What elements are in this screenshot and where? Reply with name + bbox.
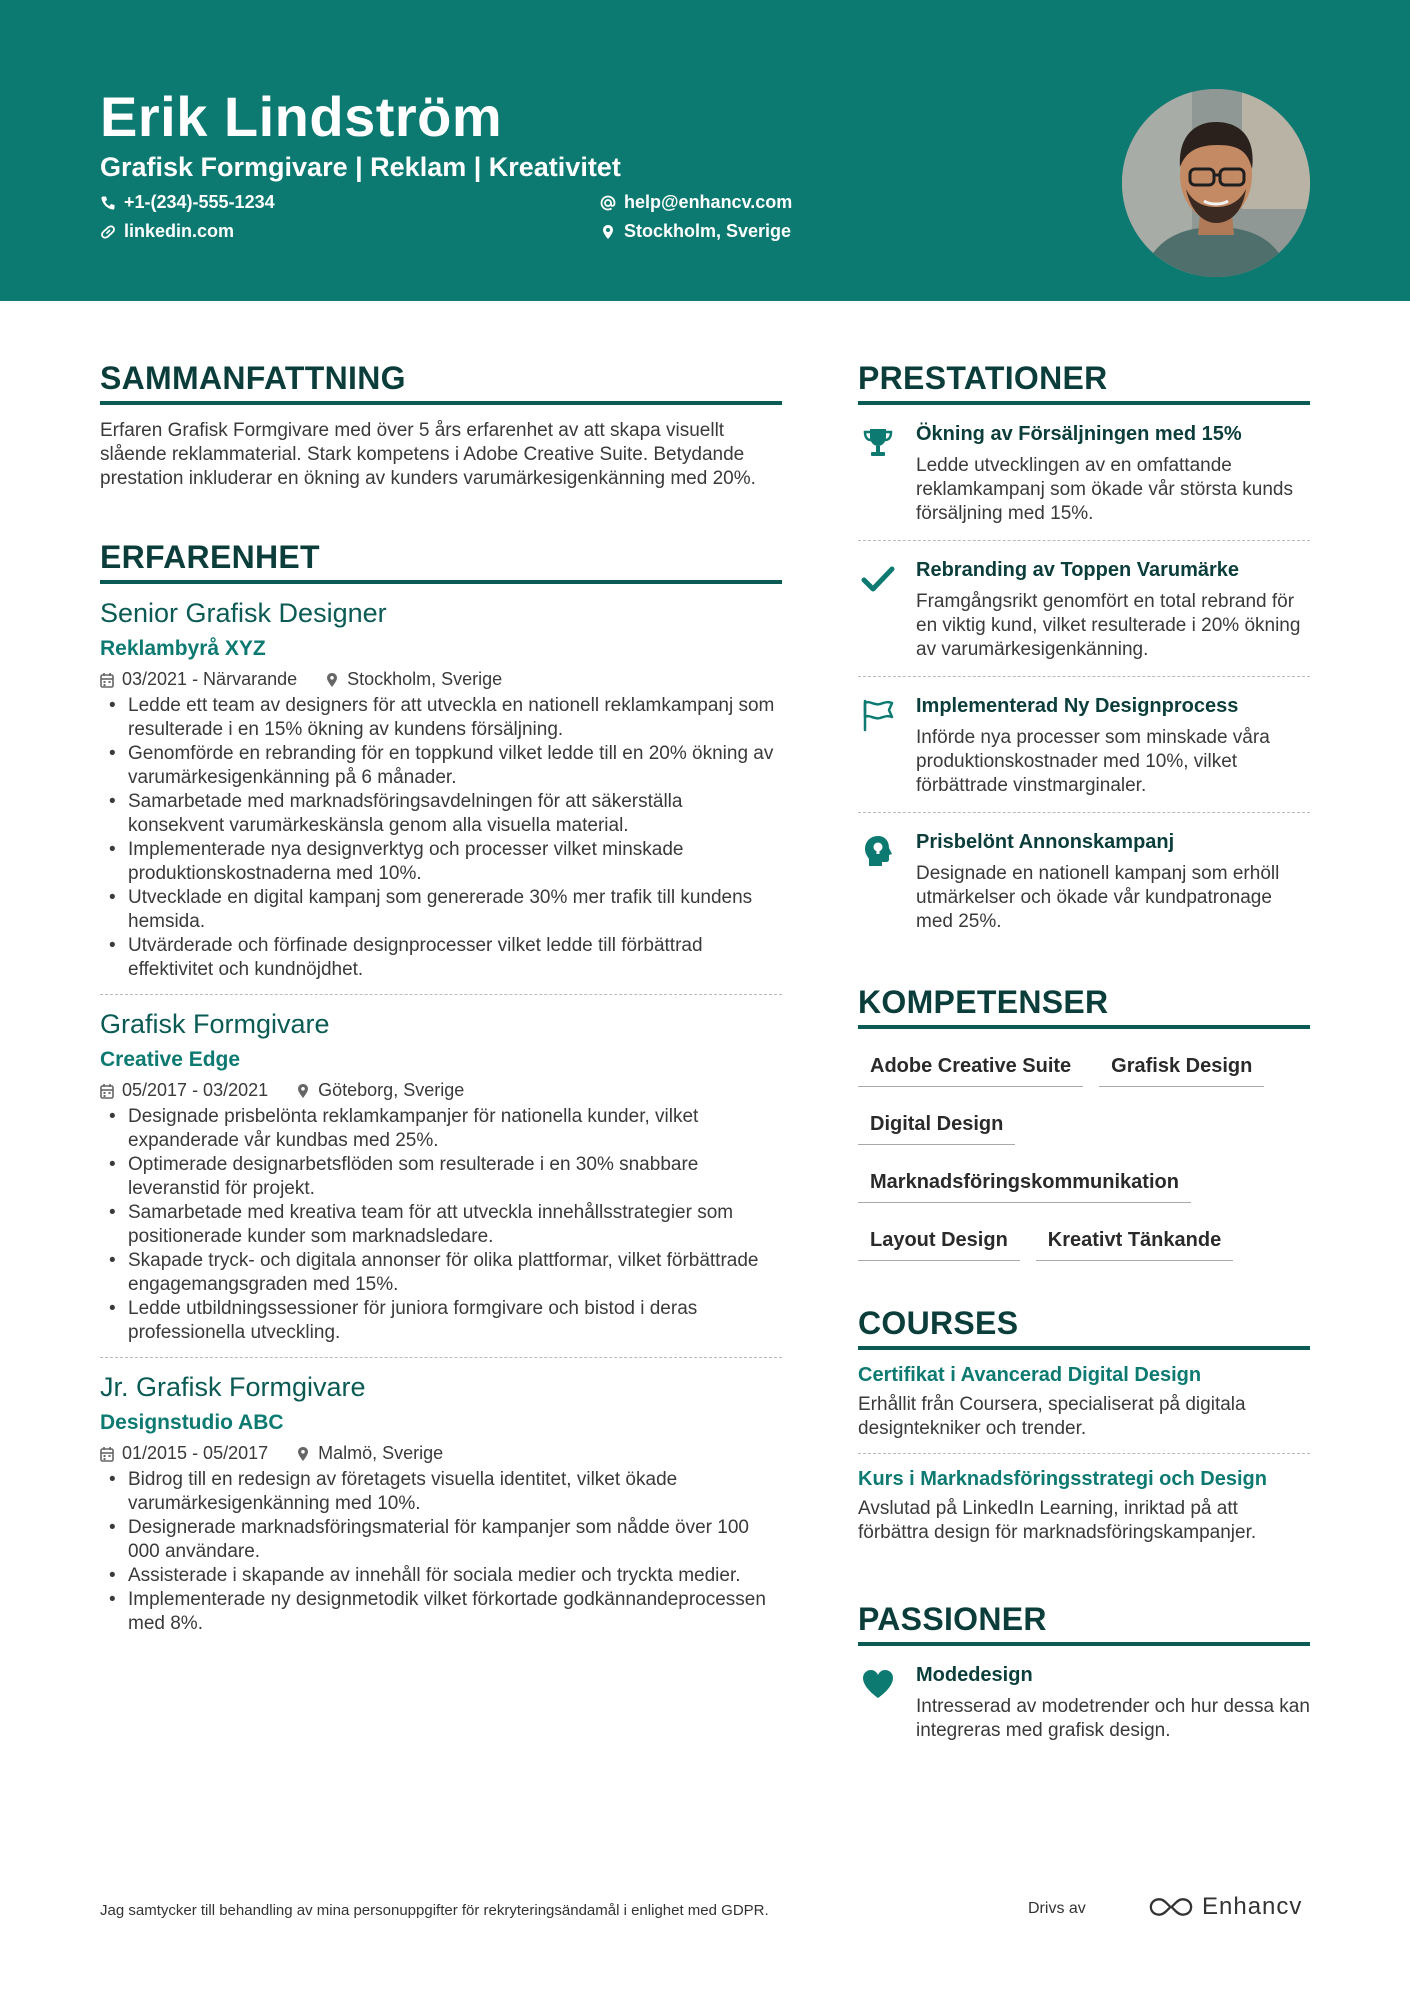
passions-section	[858, 1601, 1310, 1757]
course-desc: Erhållit från Coursera, specialiserat på digitala designtekniker och trender.	[858, 1394, 1246, 1439]
job-company: Creative Edge	[100, 1048, 241, 1071]
email-text: help@enhancv.com	[624, 192, 793, 212]
summary-heading: SAMMANFATTNING	[100, 360, 782, 405]
phone-text: +1-(234)-555-1234	[124, 192, 275, 212]
achievement-title: Rebranding av Toppen Varumärke	[916, 559, 1240, 581]
achievement-desc: Ledde utvecklingen av en omfattande reklamkampanj som ökade vår största kunds försäljning med 15%.	[916, 455, 1293, 524]
calendar-icon	[100, 1083, 114, 1099]
phone-icon	[100, 195, 116, 211]
checkmark-icon	[858, 559, 898, 662]
job-bullet: • Genomförde en rebranding för en toppkund vilket ledde till en 20% ökning av varumärkesigenkänning på 6 månader.	[100, 742, 782, 790]
job-dates	[100, 669, 297, 690]
link-icon	[100, 224, 116, 240]
left-column	[100, 360, 782, 1648]
experience-heading: ERFARENHET	[100, 539, 782, 584]
experience-section	[100, 539, 782, 1648]
skill-tag: Digital Design	[858, 1101, 1015, 1145]
calendar-icon	[100, 1446, 114, 1462]
job-title: Grafisk Formgivare	[100, 1009, 330, 1039]
location-pin-icon	[325, 672, 339, 688]
at-sign-icon	[600, 195, 616, 211]
linkedin-text: linkedin.com	[124, 221, 235, 241]
job-title: Senior Grafisk Designer	[100, 598, 387, 628]
courses-section	[858, 1305, 1310, 1557]
job-dates-text: 01/2015 - 05/2017	[122, 1443, 269, 1463]
passions-heading: PASSIONER	[858, 1601, 1310, 1646]
job-bullet: • Utvecklade en digital kampanj som genererade 30% mer trafik till kundens hemsida.	[100, 886, 782, 934]
job-bullet: • Designerade marknadsföringsmaterial för kampanjer som nådde över 100 000 användare.	[100, 1516, 782, 1564]
passion-item	[858, 1646, 1310, 1757]
job-dates-text: 05/2017 - 03/2021	[122, 1080, 269, 1100]
profile-photo	[1122, 89, 1310, 277]
candidate-name: Erik Lindström	[100, 85, 503, 148]
job-bullet: • Utvärderade och förfinade designprocesser vilket ledde till förbättrad effektivitet och kundnöjdhet.	[100, 934, 782, 982]
job-bullet: • Samarbetade med kreativa team för att utveckla innehållsstrategier som positionerade kunder som marknadsledare.	[100, 1201, 782, 1249]
achievement-item	[858, 405, 1310, 540]
achievement-list	[858, 405, 1310, 948]
powered-by-label: Drivs av	[1028, 1900, 1086, 1917]
job-bullet: • Implementerade ny designmetodik vilket förkortade godkännandeprocessen med 8%.	[100, 1588, 782, 1636]
job-location	[296, 1080, 464, 1101]
passion-title: Modedesign	[916, 1664, 1033, 1686]
achievement-title: Prisbelönt Annonskampanj	[916, 831, 1175, 853]
achievement-desc: Framgångsrikt genomfört en total rebrand för en viktig kund, vilket resulterade i 20% ökning av varumärkesigenkänning.	[916, 591, 1301, 660]
job-bullet: • Skapade tryck- och digitala annonser för olika plattformar, vilket förbättrade engagemangsgraden med 15%.	[100, 1249, 782, 1297]
job-location-text: Göteborg, Sverige	[318, 1080, 465, 1100]
resume-header	[0, 0, 1410, 301]
enhancv-mark-icon	[1148, 1895, 1194, 1919]
job-bullet: • Assisterade i skapande av innehåll för sociala medier och tryckta medier.	[100, 1564, 782, 1588]
skill-tag: Kreativt Tänkande	[1036, 1217, 1233, 1261]
course-desc: Avslutad på LinkedIn Learning, inriktad på att förbättra design för marknadsföringskampanjer.	[858, 1498, 1257, 1543]
summary-section	[100, 360, 782, 491]
calendar-icon	[100, 672, 114, 688]
linkedin-contact[interactable]	[100, 221, 234, 242]
course-item	[858, 1453, 1310, 1557]
head-idea-icon	[858, 831, 898, 934]
job-company: Designstudio ABC	[100, 1411, 284, 1434]
job-entry	[100, 598, 782, 994]
candidate-headline: Grafisk Formgivare | Reklam | Kreativitet	[100, 152, 621, 182]
job-bullets	[100, 1105, 782, 1345]
job-company: Reklambyrå XYZ	[100, 637, 266, 660]
right-column	[858, 360, 1310, 1757]
location-pin-icon	[296, 1083, 310, 1099]
course-item	[858, 1350, 1310, 1453]
skill-tag: Adobe Creative Suite	[858, 1043, 1083, 1087]
job-entry	[100, 1357, 782, 1648]
skill-tag: Marknadsföringskommunikation	[858, 1159, 1191, 1203]
job-meta	[100, 669, 782, 690]
job-bullet: • Optimerade designarbetsflöden som resulterade i en 30% snabbare leveranstid för projekt.	[100, 1153, 782, 1201]
job-bullet: • Ledde utbildningssessioner för juniora formgivare och bistod i deras professionella utveckling.	[100, 1297, 782, 1345]
job-list	[100, 598, 782, 1648]
achievements-heading: PRESTATIONER	[858, 360, 1310, 405]
course-title: Certifikat i Avancerad Digital Design	[858, 1364, 1202, 1386]
courses-heading: COURSES	[858, 1305, 1310, 1350]
skills-heading: KOMPETENSER	[858, 984, 1310, 1029]
passion-list	[858, 1646, 1310, 1757]
summary-text: Erfaren Grafisk Formgivare med över 5 års erfarenhet av att skapa visuellt slående reklammaterial. Stark kompetens i Adobe Creative Suite. Betydande prestation inkluderar en ökning av kunders varumärkesigenkänning med 20%.	[100, 420, 756, 489]
job-location-text: Malmö, Sverige	[318, 1443, 444, 1463]
skill-tag: Grafisk Design	[1099, 1043, 1264, 1087]
skill-tag: Layout Design	[858, 1217, 1020, 1261]
job-dates-text: 03/2021 - Närvarande	[122, 669, 298, 689]
location-text: Stockholm, Sverige	[624, 221, 792, 241]
job-bullet: • Implementerade nya designverktyg och processer vilket minskade produktionskostnaderna med 10%.	[100, 838, 782, 886]
achievement-item	[858, 812, 1310, 948]
enhancv-logo[interactable]	[1148, 1893, 1302, 1921]
job-bullet: • Samarbetade med marknadsföringsavdelningen för att säkerställa konsekvent varumärkeskänsla genom alla visuella material.	[100, 790, 782, 838]
job-bullet: • Designade prisbelönta reklamkampanjer för nationella kunder, vilket expanderade vår kundbas med 25%.	[100, 1105, 782, 1153]
course-list	[858, 1350, 1310, 1557]
achievement-item	[858, 676, 1310, 812]
skills-section	[858, 984, 1310, 1275]
phone-contact[interactable]	[100, 192, 275, 213]
trophy-icon	[858, 423, 898, 526]
achievement-item	[858, 540, 1310, 676]
job-bullet: • Bidrog till en redesign av företagets visuella identitet, vilket ökade varumärkesigenkänning med 10%.	[100, 1468, 782, 1516]
enhancv-wordmark: Enhancv	[1202, 1893, 1303, 1920]
job-entry	[100, 994, 782, 1357]
job-dates	[100, 1080, 268, 1101]
heart-icon	[858, 1664, 898, 1743]
location-pin-icon	[296, 1446, 310, 1462]
job-bullets	[100, 1468, 782, 1636]
job-dates	[100, 1443, 268, 1464]
job-title: Jr. Grafisk Formgivare	[100, 1372, 366, 1402]
gdpr-consent: Jag samtycker till behandling av mina personuppgifter för rekryteringsändamål i enlighet med GDPR.	[100, 1902, 769, 1919]
achievement-desc: Designade en nationell kampanj som erhöll utmärkelser och ökade vår kundpatronage med 25%.	[916, 863, 1280, 932]
flag-icon	[858, 695, 898, 798]
job-location	[296, 1443, 443, 1464]
achievements-section	[858, 360, 1310, 948]
achievement-title: Implementerad Ny Designprocess	[916, 695, 1239, 717]
achievement-title: Ökning av Försäljningen med 15%	[916, 423, 1242, 445]
course-title: Kurs i Marknadsföringsstrategi och Design	[858, 1468, 1267, 1490]
job-location-text: Stockholm, Sverige	[347, 669, 503, 689]
job-location	[325, 669, 502, 690]
job-meta	[100, 1443, 782, 1464]
job-bullet: • Ledde ett team av designers för att utveckla en nationell reklamkampanj som resulterade i en 15% ökning av kundens försäljning.	[100, 694, 782, 742]
location-pin-icon	[600, 224, 616, 240]
job-bullets	[100, 694, 782, 982]
email-contact[interactable]	[600, 192, 792, 213]
achievement-desc: Införde nya processer som minskade våra produktionskostnader med 10%, vilket förbättrade vinstmarginaler.	[916, 727, 1270, 796]
job-meta	[100, 1080, 782, 1101]
skill-list	[858, 1043, 1310, 1275]
location-contact	[600, 221, 791, 242]
passion-desc: Intresserad av modetrender och hur dessa kan integreras med grafisk design.	[916, 1696, 1310, 1741]
